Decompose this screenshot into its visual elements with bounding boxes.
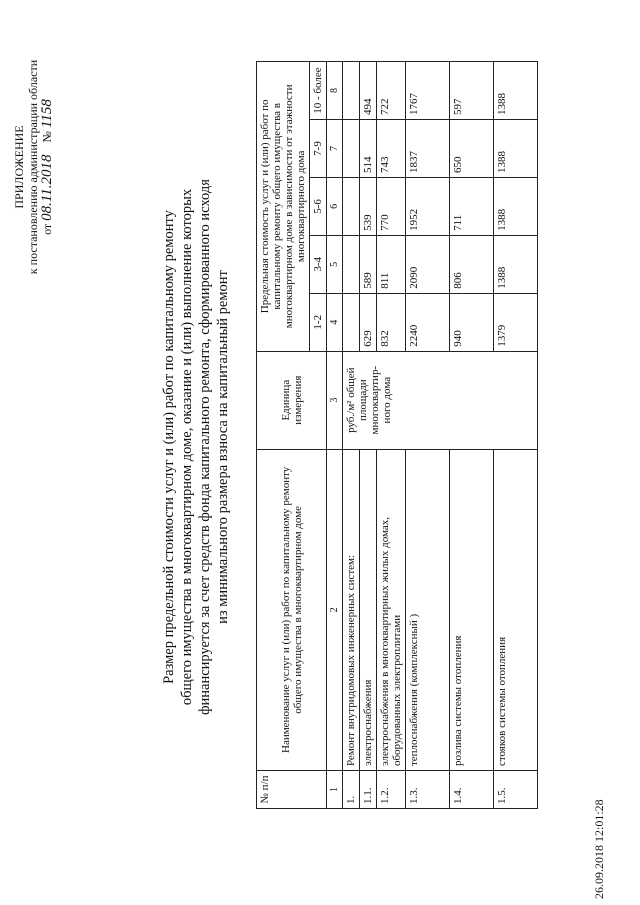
table-row: 1.5. стояков системы отопления 1379 1388 1388 1388 1388 — [494, 62, 538, 809]
header-num: № п/п — [257, 771, 327, 809]
table-row: 1.4. розлива системы отопления 940 806 711 650 597 — [450, 62, 494, 809]
header-name: Наименование услуг и (или) работ по капитальному ремонту общего имущества в многоквартирном доме — [257, 449, 327, 770]
column-number-row: 1 2 3 4 5 6 7 8 — [327, 62, 343, 809]
appendix-date: 08.11.2018 — [39, 154, 55, 221]
header-floor: 7-9 — [310, 120, 327, 178]
unit-cell: руб./м² общей площади многоквартир-ного дома — [343, 351, 538, 449]
appendix-title: ПРИЛОЖЕНИЕ — [12, 125, 26, 209]
appendix-date-line: от 08.11.2018 № 1158 — [39, 99, 55, 235]
header-floor: 1-2 — [310, 293, 327, 351]
header-floor: 10 - более — [310, 62, 327, 120]
appendix-block — [12, 47, 54, 287]
header-unit: Единица измерения — [257, 351, 327, 449]
document-title: Размер предельной стоимости услуг и (или) работ по капитальному ремонту общего имущества в многоквартирном доме, оказание и (или) выполнение которых финансируется за счет средств фонда капитального ремонта, сформированного исходя из минимального размера взноса на капитальный ремонт — [161, 179, 231, 715]
appendix-reference: к постановлению администрации области — [26, 59, 40, 275]
appendix-number: 1158 — [39, 99, 55, 128]
cost-table — [256, 61, 538, 809]
header-floor: 3-4 — [310, 235, 327, 293]
header-group: Предельная стоимость услуг и (или) работ по капитальному ремонту общего имущества в многоквартирном доме в зависимости от этажности многоквартирного дома — [257, 62, 310, 352]
header-floor: 5-6 — [310, 177, 327, 235]
print-timestamp: 26.09.2018 12:01:28 — [592, 799, 606, 899]
table-row: 1.3. теплоснабжения (комплексный ) 2240 2090 1952 1837 1767 — [406, 62, 450, 809]
table-header-row — [257, 62, 310, 809]
table-row: 1.1. электроснабжения 629 589 539 514 494 — [360, 62, 377, 809]
table-row: 1. Ремонт внутридомовых инженерных систем: руб./м² общей площади многоквартир-ного дома — [343, 62, 360, 809]
table-row: 1.2. электроснабжения в многоквартирных жилых домах, оборудованных электроплитами 832 811 770 743 722 — [377, 62, 406, 809]
